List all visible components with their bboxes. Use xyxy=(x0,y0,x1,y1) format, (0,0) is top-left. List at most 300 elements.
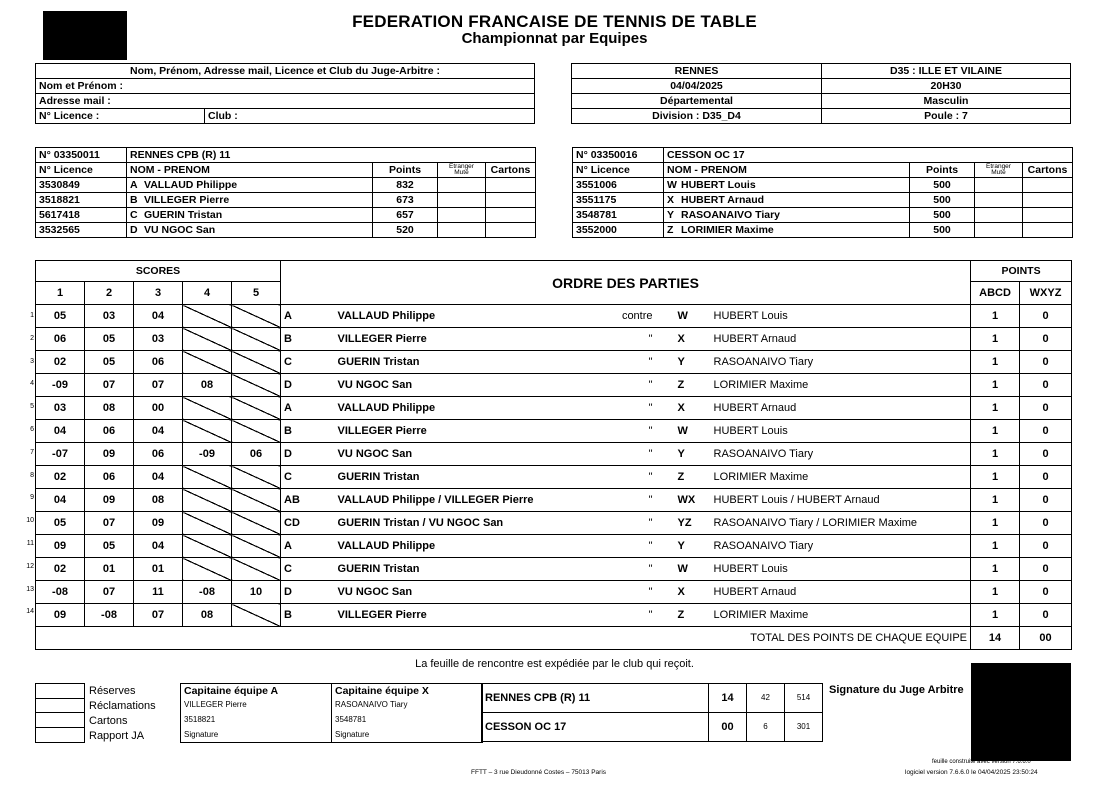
row-number: 1 xyxy=(30,312,34,319)
versus-label: " xyxy=(611,558,656,581)
checkbox-label: Cartons xyxy=(89,714,128,727)
player-etranger-cell xyxy=(975,193,1023,208)
set-score: -08 xyxy=(36,581,85,604)
points-abcd: 1 xyxy=(971,512,1020,535)
set-header-1: 1 xyxy=(36,282,85,305)
row-number: 13 xyxy=(26,585,34,593)
player-name: HUBERT Arnaud xyxy=(681,194,765,206)
player-x-name: HUBERT Louis / HUBERT Arnaud xyxy=(711,489,971,512)
player-x-name: LORIMIER Maxime xyxy=(711,604,971,627)
row-number: 5 xyxy=(30,403,34,411)
set-score: 06 xyxy=(85,466,134,489)
set-score: 02 xyxy=(36,351,85,374)
points-abcd: 1 xyxy=(971,420,1020,443)
total-x: 00 xyxy=(1020,627,1072,650)
empty-set-cell xyxy=(232,397,281,420)
match-date: 04/04/2025 xyxy=(572,79,822,94)
team-x-name: CESSON OC 17 xyxy=(664,148,1073,163)
empty-set-cell xyxy=(183,328,232,351)
checkbox-label: Réclamations xyxy=(89,699,156,712)
set-header-4: 4 xyxy=(183,282,232,305)
checkbox-row xyxy=(35,698,156,713)
player-row xyxy=(36,208,536,223)
player-etranger-cell xyxy=(438,208,486,223)
player-a-name: VILLEGER Pierre xyxy=(335,328,611,351)
points-wxyz: 0 xyxy=(1020,443,1072,466)
empty-set-cell xyxy=(232,512,281,535)
wxyz-header: WXYZ xyxy=(1020,282,1072,305)
set-score: 00 xyxy=(134,397,183,420)
player-a-name: GUERIN Tristan xyxy=(335,466,611,489)
empty-set-cell xyxy=(183,466,232,489)
set-header-2: 2 xyxy=(85,282,134,305)
player-x-name: RASOANAIVO Tiary xyxy=(711,535,971,558)
player-etranger-cell xyxy=(975,223,1023,238)
captain-a-label: Capitaine équipe A xyxy=(181,684,332,699)
row-number: 7 xyxy=(30,448,34,456)
captain-a-name: VILLEGER Pierre xyxy=(181,698,332,712)
points-header: POINTS xyxy=(971,261,1072,282)
player-name: GUERIN Tristan xyxy=(144,209,223,221)
player-a-letter: D xyxy=(281,581,335,604)
abcd-header: ABCD xyxy=(971,282,1020,305)
player-a-name: VU NGOC San xyxy=(335,374,611,397)
captain-x-licence: 3548781 xyxy=(332,712,483,728)
versus-label: " xyxy=(611,512,656,535)
player-letter: Z xyxy=(667,224,674,236)
match-row xyxy=(36,489,1072,512)
player-cartons-cell xyxy=(1023,223,1073,238)
set-score: 06 xyxy=(85,420,134,443)
referee-club-label: Club : xyxy=(205,109,535,124)
checkbox[interactable] xyxy=(35,683,85,699)
player-name-cell xyxy=(127,178,373,193)
player-x-name: HUBERT Louis xyxy=(711,420,971,443)
match-poule: Poule : 7 xyxy=(822,109,1071,124)
empty-set-cell xyxy=(232,305,281,328)
player-x-letter: Y xyxy=(656,351,711,374)
result-table xyxy=(481,683,823,742)
player-name-cell xyxy=(664,193,910,208)
player-row xyxy=(36,193,536,208)
player-a-letter: CD xyxy=(281,512,335,535)
set-score: 07 xyxy=(134,374,183,397)
player-name-cell xyxy=(664,178,910,193)
scores-header: SCORES xyxy=(36,261,281,282)
player-a-letter: A xyxy=(281,305,335,328)
set-score: 07 xyxy=(85,581,134,604)
player-a-letter: D xyxy=(281,374,335,397)
player-cartons-cell xyxy=(486,223,536,238)
set-header-5: 5 xyxy=(232,282,281,305)
set-score: 03 xyxy=(85,305,134,328)
points-wxyz: 0 xyxy=(1020,512,1072,535)
set-score: 04 xyxy=(134,535,183,558)
checkbox-row xyxy=(35,713,156,728)
empty-set-cell xyxy=(183,397,232,420)
player-a-name: VILLEGER Pierre xyxy=(335,604,611,627)
result-x-points: 00 xyxy=(709,713,747,742)
player-a-name: VU NGOC San xyxy=(335,443,611,466)
player-a-name: VALLAUD Philippe xyxy=(335,535,611,558)
player-licence: 3551006 xyxy=(573,178,664,193)
empty-set-cell xyxy=(183,535,232,558)
match-row xyxy=(36,328,1072,351)
checkbox[interactable] xyxy=(35,698,85,713)
result-a-points: 14 xyxy=(709,684,747,713)
player-etranger-cell xyxy=(438,193,486,208)
points-abcd: 1 xyxy=(971,466,1020,489)
set-score: 07 xyxy=(85,512,134,535)
match-gender: Masculin xyxy=(822,94,1071,109)
player-cartons-cell xyxy=(1023,193,1073,208)
result-x-balls: 301 xyxy=(785,713,823,742)
referee-name-label: Nom et Prénom : xyxy=(36,79,535,94)
team-a-col-licence: N° Licence xyxy=(36,163,127,178)
total-a: 14 xyxy=(971,627,1020,650)
player-name-cell xyxy=(127,193,373,208)
player-name: VILLEGER Pierre xyxy=(144,194,230,206)
points-abcd: 1 xyxy=(971,604,1020,627)
player-a-letter: D xyxy=(281,443,335,466)
points-abcd: 1 xyxy=(971,489,1020,512)
captain-x-label: Capitaine équipe X xyxy=(332,684,483,699)
empty-set-cell xyxy=(232,535,281,558)
player-x-letter: WX xyxy=(656,489,711,512)
team-x-table xyxy=(572,147,1073,238)
team-x-col-etranger: Etranger Muté xyxy=(975,163,1023,178)
versus-label: " xyxy=(611,374,656,397)
player-points: 673 xyxy=(373,193,438,208)
player-licence: 3548781 xyxy=(573,208,664,223)
order-header: ORDRE DES PARTIES xyxy=(281,261,971,305)
player-row xyxy=(36,178,536,193)
player-licence: 3532565 xyxy=(36,223,127,238)
captain-x-signature: Signature xyxy=(332,728,483,743)
result-a-sets: 42 xyxy=(747,684,785,713)
set-score: 04 xyxy=(134,305,183,328)
player-x-letter: Z xyxy=(656,374,711,397)
player-x-name: HUBERT Arnaud xyxy=(711,581,971,604)
row-number: 8 xyxy=(30,471,34,479)
set-score: 05 xyxy=(36,512,85,535)
player-name-cell xyxy=(127,208,373,223)
player-letter: D xyxy=(130,224,138,236)
player-a-letter: B xyxy=(281,604,335,627)
empty-set-cell xyxy=(232,328,281,351)
set-score: 05 xyxy=(85,351,134,374)
player-x-letter: X xyxy=(656,581,711,604)
team-x-col-points: Points xyxy=(910,163,975,178)
set-score: -09 xyxy=(36,374,85,397)
match-row xyxy=(36,604,1072,627)
player-name: RASOANAIVO Tiary xyxy=(681,209,780,221)
player-points: 500 xyxy=(910,178,975,193)
empty-set-cell xyxy=(232,374,281,397)
software-version: logiciel version 7.6.6.0 le 04/04/2025 23:50:24 xyxy=(905,769,1038,776)
set-score: 04 xyxy=(36,489,85,512)
player-cartons-cell xyxy=(486,193,536,208)
set-score: 08 xyxy=(134,489,183,512)
player-letter: A xyxy=(130,179,138,191)
points-wxyz: 0 xyxy=(1020,328,1072,351)
player-x-letter: YZ xyxy=(656,512,711,535)
empty-set-cell xyxy=(183,420,232,443)
row-number: 10 xyxy=(26,517,34,525)
empty-set-cell xyxy=(232,351,281,374)
match-row xyxy=(36,420,1072,443)
player-name: LORIMIER Maxime xyxy=(681,224,774,236)
referee-email-label: Adresse mail : xyxy=(36,94,535,109)
referee-table xyxy=(35,63,535,124)
points-wxyz: 0 xyxy=(1020,397,1072,420)
player-a-name: GUERIN Tristan xyxy=(335,351,611,374)
match-row xyxy=(36,558,1072,581)
match-row xyxy=(36,581,1072,604)
team-x-col-cartons: Cartons xyxy=(1023,163,1073,178)
player-x-name: LORIMIER Maxime xyxy=(711,374,971,397)
set-score: 07 xyxy=(85,374,134,397)
set-score: 06 xyxy=(36,328,85,351)
player-name-cell xyxy=(127,223,373,238)
checkbox-row xyxy=(35,728,156,743)
player-licence: 3552000 xyxy=(573,223,664,238)
points-wxyz: 0 xyxy=(1020,489,1072,512)
player-a-letter: A xyxy=(281,397,335,420)
points-abcd: 1 xyxy=(971,328,1020,351)
footer-checkboxes xyxy=(35,683,156,743)
result-x-team: CESSON OC 17 xyxy=(482,713,709,742)
versus-label: " xyxy=(611,581,656,604)
points-abcd: 1 xyxy=(971,351,1020,374)
empty-set-cell xyxy=(232,604,281,627)
empty-set-cell xyxy=(183,305,232,328)
empty-set-cell xyxy=(232,420,281,443)
versus-label: " xyxy=(611,466,656,489)
player-points: 500 xyxy=(910,193,975,208)
player-name-cell xyxy=(664,208,910,223)
player-a-name: VU NGOC San xyxy=(335,581,611,604)
match-row xyxy=(36,466,1072,489)
team-a-col-name: NOM - PRENOM xyxy=(127,163,373,178)
team-a-col-etranger: Etranger Muté xyxy=(438,163,486,178)
row-number: 9 xyxy=(30,494,34,502)
team-a-col-points: Points xyxy=(373,163,438,178)
set-score: 04 xyxy=(134,466,183,489)
player-points: 832 xyxy=(373,178,438,193)
player-x-letter: X xyxy=(656,397,711,420)
referee-heading: Nom, Prénom, Adresse mail, Licence et Club du Juge-Arbitre : xyxy=(36,64,535,79)
player-licence: 3530849 xyxy=(36,178,127,193)
team-a-col-cartons: Cartons xyxy=(486,163,536,178)
player-a-name: VALLAUD Philippe xyxy=(335,397,611,420)
set-score: 04 xyxy=(134,420,183,443)
player-a-name: VALLAUD Philippe xyxy=(335,305,611,328)
set-score: 09 xyxy=(85,489,134,512)
points-wxyz: 0 xyxy=(1020,374,1072,397)
match-row xyxy=(36,512,1072,535)
player-x-letter: Z xyxy=(656,604,711,627)
captain-a-licence: 3518821 xyxy=(181,712,332,728)
player-a-letter: C xyxy=(281,351,335,374)
player-letter: W xyxy=(667,179,677,191)
player-x-letter: Y xyxy=(656,443,711,466)
captains-table xyxy=(180,683,483,743)
player-row xyxy=(573,223,1073,238)
versus-label: " xyxy=(611,489,656,512)
set-score: 11 xyxy=(134,581,183,604)
versus-label: " xyxy=(611,351,656,374)
team-a-name: RENNES CPB (R) 11 xyxy=(127,148,536,163)
set-score: 08 xyxy=(183,604,232,627)
row-number: 6 xyxy=(30,426,34,433)
checkbox-row xyxy=(35,683,156,698)
set-score: 08 xyxy=(85,397,134,420)
player-a-name: GUERIN Tristan / VU NGOC San xyxy=(335,512,611,535)
set-score: 01 xyxy=(85,558,134,581)
player-cartons-cell xyxy=(486,178,536,193)
row-number: 11 xyxy=(26,540,34,547)
referee-signature-redacted xyxy=(971,663,1071,761)
sent-note: La feuille de rencontre est expédiée par le club qui reçoit. xyxy=(415,658,694,670)
player-a-letter: C xyxy=(281,558,335,581)
row-number: 12 xyxy=(26,562,34,570)
referee-signature-label: Signature du Juge Arbitre xyxy=(829,684,964,696)
empty-set-cell xyxy=(232,558,281,581)
set-score: 06 xyxy=(232,443,281,466)
set-score: -08 xyxy=(85,604,134,627)
match-info-table xyxy=(571,63,1071,124)
captain-x-name: RASOANAIVO Tiary xyxy=(332,698,483,712)
player-a-name: VILLEGER Pierre xyxy=(335,420,611,443)
row-number: 3 xyxy=(30,357,34,365)
versus-label: " xyxy=(611,535,656,558)
points-wxyz: 0 xyxy=(1020,604,1072,627)
points-abcd: 1 xyxy=(971,397,1020,420)
set-score: 02 xyxy=(36,466,85,489)
set-score: 05 xyxy=(36,305,85,328)
player-a-letter: AB xyxy=(281,489,335,512)
points-wxyz: 0 xyxy=(1020,420,1072,443)
versus-label: contre xyxy=(611,305,656,328)
points-wxyz: 0 xyxy=(1020,558,1072,581)
player-etranger-cell xyxy=(975,178,1023,193)
match-row xyxy=(36,305,1072,328)
player-licence: 5617418 xyxy=(36,208,127,223)
set-score: 04 xyxy=(36,420,85,443)
player-x-letter: W xyxy=(656,558,711,581)
match-division: Division : D35_D4 xyxy=(572,109,822,124)
match-row xyxy=(36,443,1072,466)
player-x-letter: X xyxy=(656,328,711,351)
match-order-table xyxy=(35,260,1072,650)
set-score: -08 xyxy=(183,581,232,604)
player-cartons-cell xyxy=(1023,208,1073,223)
referee-licence-label: N° Licence : xyxy=(36,109,205,124)
player-x-name: LORIMIER Maxime xyxy=(711,466,971,489)
team-a-number: N° 03350011 xyxy=(36,148,127,163)
points-wxyz: 0 xyxy=(1020,466,1072,489)
address: FFTT – 3 rue Dieudonné Costes – 75013 Paris xyxy=(471,769,607,776)
points-abcd: 1 xyxy=(971,581,1020,604)
match-row xyxy=(36,397,1072,420)
player-points: 520 xyxy=(373,223,438,238)
set-score: 06 xyxy=(134,351,183,374)
versus-label: " xyxy=(611,397,656,420)
player-x-name: HUBERT Arnaud xyxy=(711,328,971,351)
player-name: VU NGOC San xyxy=(144,224,216,236)
checkbox[interactable] xyxy=(35,728,85,743)
match-city: RENNES xyxy=(572,64,822,79)
row-number: 14 xyxy=(26,608,34,616)
row-number: 2 xyxy=(30,334,34,342)
row-number: 4 xyxy=(30,380,34,388)
points-abcd: 1 xyxy=(971,443,1020,466)
points-wxyz: 0 xyxy=(1020,535,1072,558)
player-licence: 3551175 xyxy=(573,193,664,208)
set-score: 08 xyxy=(183,374,232,397)
player-points: 500 xyxy=(910,208,975,223)
set-score: 07 xyxy=(134,604,183,627)
player-cartons-cell xyxy=(486,208,536,223)
set-score: 01 xyxy=(134,558,183,581)
player-x-name: RASOANAIVO Tiary xyxy=(711,443,971,466)
player-row xyxy=(573,193,1073,208)
player-letter: C xyxy=(130,209,138,221)
empty-set-cell xyxy=(232,489,281,512)
result-x-sets: 6 xyxy=(747,713,785,742)
player-name-cell xyxy=(664,223,910,238)
empty-set-cell xyxy=(183,489,232,512)
team-x-col-name: NOM - PRENOM xyxy=(664,163,910,178)
result-a-balls: 514 xyxy=(785,684,823,713)
set-score: 09 xyxy=(36,604,85,627)
match-row xyxy=(36,374,1072,397)
checkbox-label: Rapport JA xyxy=(89,729,145,742)
set-score: 03 xyxy=(134,328,183,351)
player-letter: X xyxy=(667,194,675,206)
points-abcd: 1 xyxy=(971,558,1020,581)
team-x-col-licence: N° Licence xyxy=(573,163,664,178)
player-a-name: VALLAUD Philippe / VILLEGER Pierre xyxy=(335,489,611,512)
captain-a-signature: Signature xyxy=(181,728,332,743)
set-score: 10 xyxy=(232,581,281,604)
player-cartons-cell xyxy=(1023,178,1073,193)
player-a-letter: C xyxy=(281,466,335,489)
player-etranger-cell xyxy=(438,223,486,238)
match-row xyxy=(36,351,1072,374)
player-name: VALLAUD Philippe xyxy=(144,179,238,191)
set-score: 05 xyxy=(85,328,134,351)
empty-set-cell xyxy=(183,351,232,374)
player-letter: B xyxy=(130,194,138,206)
player-x-name: HUBERT Arnaud xyxy=(711,397,971,420)
empty-set-cell xyxy=(183,512,232,535)
player-etranger-cell xyxy=(438,178,486,193)
player-row xyxy=(36,223,536,238)
player-x-letter: Z xyxy=(656,466,711,489)
set-score: -09 xyxy=(183,443,232,466)
page-subtitle: Championnat par Equipes xyxy=(461,30,648,47)
checkbox[interactable] xyxy=(35,713,85,728)
points-wxyz: 0 xyxy=(1020,581,1072,604)
player-x-name: HUBERT Louis xyxy=(711,305,971,328)
player-points: 657 xyxy=(373,208,438,223)
player-points: 500 xyxy=(910,223,975,238)
set-header-3: 3 xyxy=(134,282,183,305)
empty-set-cell xyxy=(183,558,232,581)
player-letter: Y xyxy=(667,209,675,221)
